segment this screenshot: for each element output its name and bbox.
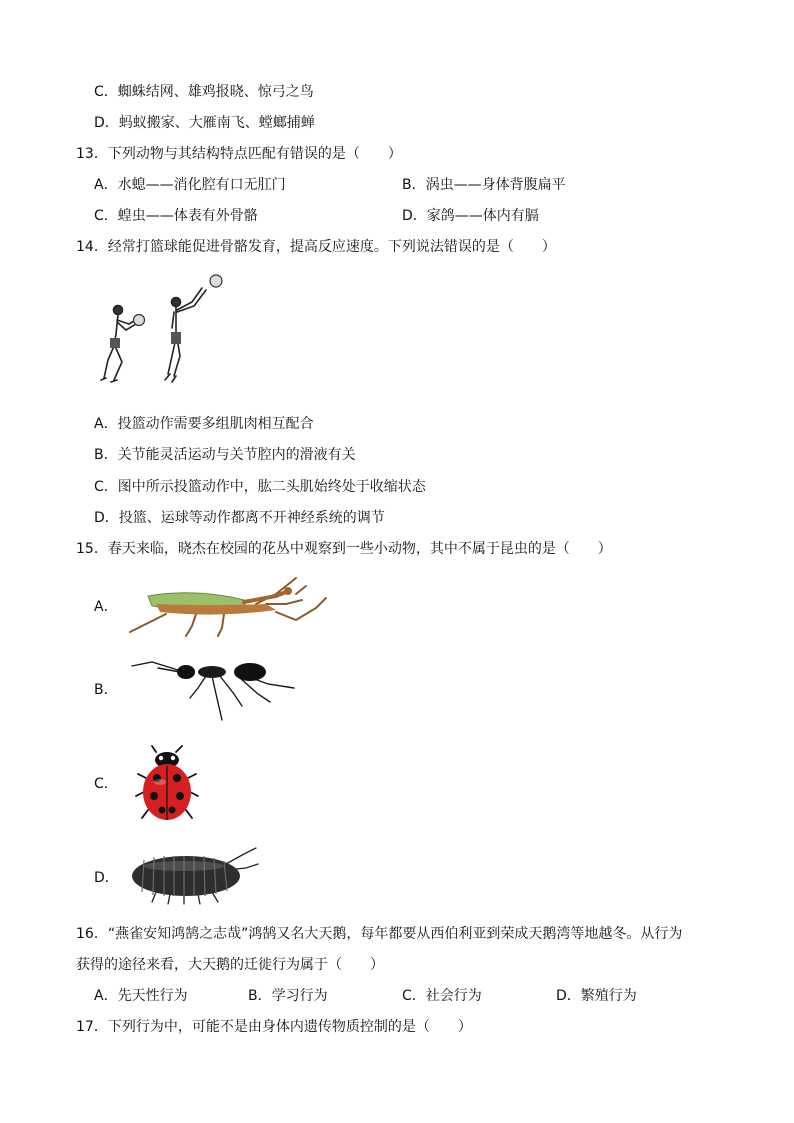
q16-option-d: D．繁殖行为 <box>556 988 637 1004</box>
q15-option-c-label: C． <box>94 776 118 792</box>
q14-option-b: B．关节能灵活运动与关节腔内的滑液有关 <box>94 447 356 463</box>
q16-option-b: B．学习行为 <box>248 988 328 1004</box>
q15-option-b-label: B． <box>94 682 118 698</box>
q16-option-c: C．社会行为 <box>402 988 482 1004</box>
q13-option-d: D．家鸽——体内有膈 <box>402 208 539 224</box>
ladybug-image <box>132 744 202 824</box>
q15-option-d-label: D． <box>94 870 119 886</box>
q12-option-c: C．蜘蛛结网、雄鸡报晓、惊弓之鸟 <box>94 84 314 100</box>
q16-stem-line1: 16．“燕雀安知鸿鹄之志哉”鸿鹄又名大天鹅，每年都要从西伯利亚到荣成天鹅湾等地越冬。从行为 <box>76 926 683 942</box>
q15-option-a-label: A． <box>94 599 118 615</box>
q13-option-c: C．蝗虫——体表有外骨骼 <box>94 208 258 224</box>
q14-stem: 14．经常打篮球能促进骨骼发育，提高反应速度。下列说法错误的是（ ） <box>76 239 556 255</box>
q14-option-a: A．投篮动作需要多组肌肉相互配合 <box>94 416 314 432</box>
q16-option-a: A．先天性行为 <box>94 988 188 1004</box>
pill-bug-image <box>126 842 260 908</box>
mantis-image <box>126 574 332 638</box>
q17-stem: 17．下列行为中，可能不是由身体内遗传物质控制的是（ ） <box>76 1019 472 1035</box>
q13-option-b: B．涡虫——身体背腹扁平 <box>402 177 566 193</box>
q13-option-a: A．水螅——消化腔有口无肛门 <box>94 177 286 193</box>
q15-stem: 15．春天来临，晓杰在校园的花丛中观察到一些小动物，其中不属于昆虫的是（ ） <box>76 541 612 557</box>
q12-option-d: D．蚂蚁搬家、大雁南飞、螳螂捕蝉 <box>94 115 315 131</box>
q13-stem: 13．下列动物与其结构特点匹配有错误的是（ ） <box>76 146 402 162</box>
basketball-players-figure <box>96 272 236 400</box>
q14-option-c: C．图中所示投篮动作中，肱二头肌始终处于收缩状态 <box>94 479 426 495</box>
q16-stem-line2: 获得的途径来看，大天鹅的迁徙行为属于（ ） <box>76 957 384 973</box>
q14-option-d: D．投篮、运球等动作都离不开神经系统的调节 <box>94 510 385 526</box>
ant-image <box>128 654 298 726</box>
